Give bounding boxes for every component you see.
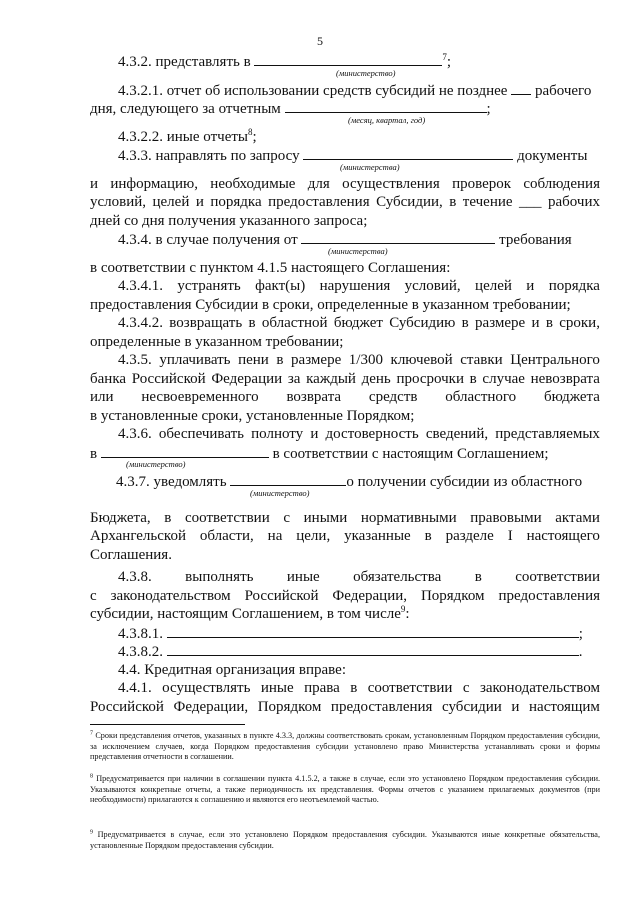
- word: рабочих: [548, 194, 600, 210]
- text: .: [578, 644, 583, 660]
- text: о получении субсидии из областного: [346, 474, 583, 490]
- text: документы: [517, 148, 588, 164]
- justified-line: [90, 679, 600, 698]
- hint-text: (министерство): [126, 459, 186, 469]
- word: областной: [261, 315, 328, 331]
- text-line: в соответствии с пунктом 4.1.5 настоящего Соглашения:: [90, 259, 451, 276]
- footnote-mark: 7: [90, 730, 93, 737]
- word: с: [283, 509, 291, 526]
- word: возвращать: [169, 315, 243, 331]
- word: пени: [238, 352, 269, 368]
- justified-line: [90, 314, 600, 333]
- word: областного: [445, 389, 517, 405]
- word: цели,: [296, 528, 331, 544]
- word: уплачивать: [159, 352, 231, 368]
- blank-field: [303, 146, 513, 160]
- section-4-4: 4.4. Кредитная организация вправе:: [118, 661, 347, 678]
- word: несвоевременного: [141, 389, 259, 405]
- text: 4.3.2.1. отчет об использовании средств субсидий не позднее: [118, 82, 508, 99]
- word: течение: [462, 194, 513, 210]
- word: размере: [475, 315, 526, 331]
- footnote-7: [90, 731, 600, 763]
- word: в: [545, 315, 553, 331]
- word: и: [195, 194, 204, 210]
- justified-line: [90, 568, 600, 587]
- text: ;: [578, 625, 583, 642]
- word: целей: [152, 194, 190, 210]
- field-hint: [90, 161, 600, 175]
- word: иные: [286, 569, 320, 585]
- word: области,: [199, 528, 254, 544]
- word: осуществления: [342, 175, 440, 192]
- agreement-text: [90, 52, 600, 716]
- word: и: [531, 315, 540, 331]
- justified-line: [90, 587, 600, 606]
- clause-4-3-7: [90, 472, 600, 491]
- text: 4.3.8.2.: [118, 644, 163, 660]
- text: 4.3.8.1.: [118, 625, 163, 642]
- text-line: Соглашения.: [90, 546, 172, 563]
- footnote-mark: 9: [90, 829, 93, 836]
- word: нарушения: [319, 278, 391, 294]
- text: дня, следующего за отчетным: [90, 101, 281, 117]
- clause-4-3-2-1: [90, 81, 600, 100]
- word: соблюдения: [523, 175, 600, 192]
- word: указанные: [344, 528, 411, 544]
- text: ;: [252, 128, 257, 145]
- word: невозврата: [530, 370, 600, 387]
- word: 4.3.6.: [118, 426, 152, 442]
- hint-text: (министерства): [328, 245, 388, 256]
- footnote-text: Предусматривается при наличии в соглашении пункта 4.1.5.2, а также в случае, если это установлено Порядком предоставления субсидии. Указываются конкретные отчеты, а также периодичность их представления. Формы отчетов с указанием прилагаемых документов (при необходимости) прилагаются к соглашению и являются его неотъемлемой частью.: [90, 774, 601, 804]
- word: ставки: [460, 352, 503, 368]
- word: на: [267, 528, 283, 544]
- word: сроки,: [559, 315, 600, 331]
- word: каждый: [306, 370, 356, 387]
- word: просрочки: [396, 370, 464, 387]
- word: Федерации,: [332, 587, 408, 604]
- word: правовыми: [470, 509, 542, 526]
- word: возврата: [286, 389, 342, 405]
- word: ___: [519, 194, 542, 210]
- justified-line: [90, 527, 600, 546]
- word: средств: [368, 389, 418, 405]
- word: ключевой: [390, 352, 453, 368]
- word: случае: [482, 370, 525, 387]
- word: условий,: [404, 278, 461, 294]
- justified-line: [90, 351, 600, 370]
- word: целей: [475, 278, 512, 294]
- text-line: предоставления Субсидии в сроки, определенные в указанном требовании;: [90, 296, 571, 313]
- word: законодательством: [479, 680, 600, 696]
- word: факт(ы): [255, 278, 306, 294]
- footnote-separator: [90, 724, 245, 725]
- word: с: [462, 680, 470, 696]
- hint-text: (министерства): [340, 161, 400, 172]
- word: предоставления: [330, 698, 433, 715]
- text: в: [90, 445, 98, 462]
- word: настоящего: [526, 528, 600, 544]
- word: 4.3.4.1.: [118, 278, 163, 294]
- footnote-ref: 8: [247, 126, 253, 137]
- word: субсидии: [442, 698, 502, 715]
- word: разделе: [445, 528, 494, 544]
- word: выполнять: [185, 569, 254, 585]
- word: в: [474, 569, 482, 585]
- clause-4-3-8-1: [90, 624, 600, 643]
- word: законодательством: [110, 587, 231, 604]
- footnote-8: [90, 774, 600, 806]
- word: размере: [291, 352, 342, 368]
- word: права: [304, 680, 340, 696]
- text: требования: [499, 232, 572, 248]
- word: соответствии: [184, 509, 270, 526]
- word: обязательства: [353, 569, 442, 585]
- word: в: [449, 194, 457, 210]
- word: и: [511, 698, 520, 715]
- field-hint: [90, 245, 600, 259]
- justified-line: [90, 388, 600, 407]
- word: 4.4.1.: [118, 680, 152, 696]
- word: предоставления: [498, 587, 600, 604]
- blank-field: [101, 444, 269, 458]
- word: необходимые: [210, 175, 296, 192]
- word: Порядком: [420, 587, 485, 604]
- word: порядка: [210, 194, 262, 210]
- clause-4-3-2-1-cont: [90, 99, 600, 118]
- word: Бюджета,: [90, 509, 151, 526]
- word: бюджета: [544, 389, 600, 405]
- word: 4.3.8.: [118, 569, 152, 585]
- word: Архангельской: [90, 528, 186, 544]
- footnote-text: Предусматривается в случае, если это установлено Порядком предоставления субсидии. Указываются иные конкретные обязательства, установленные Порядком предоставления субсидии.: [90, 830, 600, 850]
- word: день: [361, 370, 391, 387]
- blank-field: [254, 52, 442, 66]
- footnote-9: [90, 830, 600, 851]
- footnote-ref: 7: [442, 52, 447, 62]
- word: и: [90, 175, 99, 192]
- blank-field: [230, 472, 346, 486]
- blank-field: [167, 624, 579, 638]
- field-hint: [90, 487, 600, 501]
- justified-line: [90, 175, 600, 194]
- word: нормативными: [360, 509, 457, 526]
- justified-line: [90, 277, 600, 296]
- word: представляемых: [495, 426, 600, 442]
- justified-line: [90, 425, 600, 444]
- word: обеспечивать: [158, 426, 244, 442]
- word: и: [526, 278, 535, 294]
- word: 4.3.5.: [118, 352, 152, 368]
- word: предоставления: [268, 194, 370, 210]
- word: сведений,: [425, 426, 489, 442]
- word: Федерации: [211, 370, 283, 387]
- text: 4.3.3. направлять по запросу: [118, 148, 300, 164]
- blank-field: [167, 642, 579, 656]
- clause-4-3-2-2: [90, 128, 600, 147]
- justified-line: [90, 509, 600, 528]
- word: бюджет: [333, 315, 383, 331]
- word: проверок: [452, 175, 512, 192]
- blank-field: [285, 99, 487, 113]
- word: в: [248, 315, 256, 331]
- word: Центрального: [510, 352, 600, 368]
- word: и: [310, 426, 319, 442]
- word: настоящим: [529, 698, 600, 715]
- text: 4.3.7. уведомлять: [116, 474, 227, 490]
- word: в: [164, 509, 172, 526]
- word: в: [469, 370, 477, 387]
- text: 4.3.2.2. иные отчеты: [118, 128, 248, 145]
- word: актами: [555, 509, 600, 526]
- footnote-ref: 9: [400, 604, 406, 614]
- hint-text: (месяц, квартал, год): [348, 114, 426, 125]
- text: :: [405, 606, 410, 622]
- field-hint: [90, 459, 600, 472]
- text: 4.3.2. представлять в: [118, 54, 251, 70]
- text: в соответствии с настоящим Соглашением;: [272, 445, 549, 462]
- text: рабочего: [534, 82, 592, 99]
- field-hint: [90, 67, 600, 81]
- word: в: [424, 528, 432, 544]
- word: осуществлять: [162, 680, 251, 696]
- word: Российской: [131, 370, 206, 387]
- page-number: 5: [317, 34, 323, 48]
- justified-line: [90, 193, 600, 212]
- text: ;: [446, 54, 452, 70]
- text: 4.3.4. в случае получения от: [118, 232, 298, 248]
- text: субсидии, настоящим Соглашением, в том числе: [90, 606, 401, 622]
- text-line: дней со дня получения указанного запроса;: [90, 212, 368, 229]
- word: условий,: [90, 194, 147, 210]
- word: с: [90, 587, 97, 604]
- word: или: [90, 389, 114, 405]
- word: в: [461, 315, 469, 331]
- word: за: [287, 370, 301, 387]
- word: в: [350, 680, 358, 696]
- word: устранять: [177, 278, 241, 294]
- word: для: [307, 175, 330, 192]
- clause-4-3-8-cont: [90, 605, 600, 624]
- word: в: [276, 352, 284, 368]
- word: Российской: [244, 587, 319, 604]
- field-hint: [90, 114, 600, 128]
- clause-4-3-8-2: [90, 642, 600, 661]
- word: соответствии: [367, 680, 453, 696]
- word: порядка: [548, 278, 600, 294]
- word: информацию,: [110, 175, 198, 192]
- word: полноту: [251, 426, 304, 442]
- word: Российской: [90, 698, 164, 715]
- hint-text: (министерство): [250, 487, 310, 498]
- word: банка: [90, 370, 127, 387]
- blank-field: [511, 81, 531, 95]
- word: 4.3.4.2.: [118, 315, 163, 331]
- justified-line: [90, 698, 600, 717]
- word: I: [507, 528, 513, 544]
- hint-text: (министерство): [336, 67, 396, 78]
- word: иными: [303, 509, 348, 526]
- text-line: в установленные сроки, установленные Порядком;: [90, 407, 415, 424]
- word: 1/300: [348, 352, 383, 368]
- word: Порядком: [257, 698, 322, 715]
- justified-line: [90, 370, 600, 389]
- word: Субсидии,: [376, 194, 443, 210]
- word: иные: [260, 680, 294, 696]
- word: соответствии: [515, 569, 600, 585]
- blank-field: [301, 230, 495, 244]
- word: Федерации,: [173, 698, 249, 715]
- word: достоверность: [325, 426, 419, 442]
- footnote-text: Сроки представления отчетов, указанных в пункте 4.3.3, должны соответствовать срокам, установленным Порядком предоставления субсидии, за исключением случаев, когда Порядком предоставления субсидии установлено право Министерства устанавливать сроки и формы представления отчетности в соглашении.: [90, 731, 600, 761]
- text-line: определенные в указанном требовании;: [90, 333, 344, 350]
- footnote-mark: 8: [90, 773, 93, 780]
- text: ;: [486, 101, 491, 117]
- word: Субсидию: [389, 315, 456, 331]
